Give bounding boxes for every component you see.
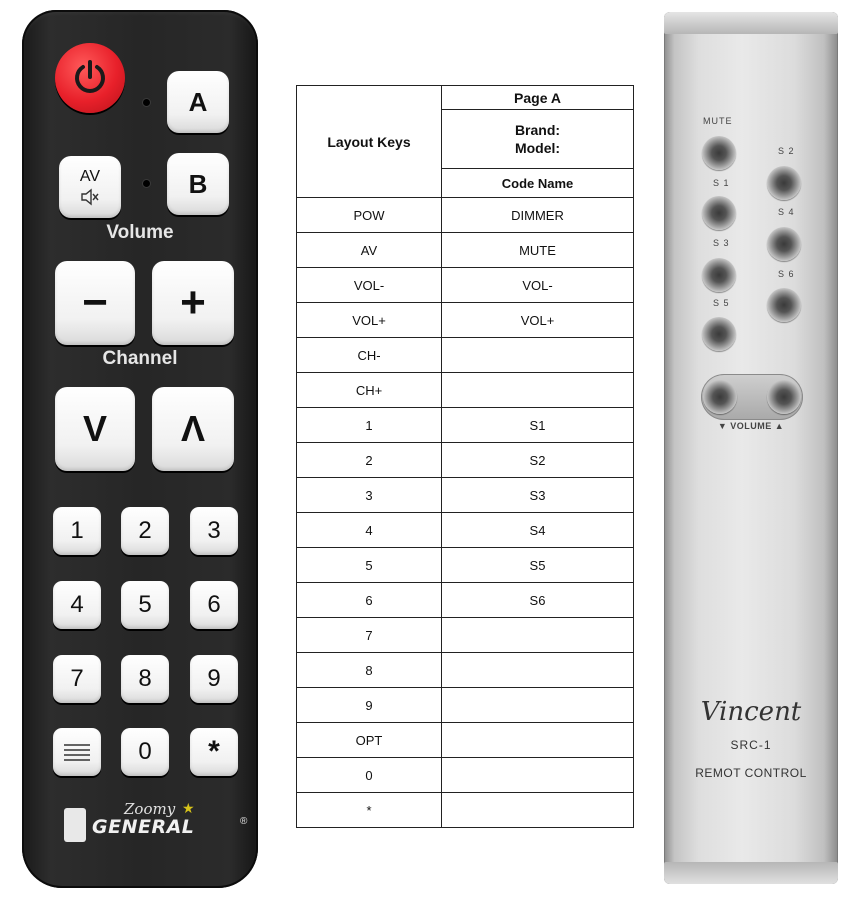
s3-label: S 3 bbox=[713, 238, 730, 248]
table-row bbox=[297, 688, 634, 723]
s5-button[interactable] bbox=[702, 317, 736, 351]
layout-key-cell: OPT bbox=[297, 723, 442, 758]
layout-key-cell: 6 bbox=[297, 583, 442, 618]
layout-key-cell: 9 bbox=[297, 688, 442, 723]
av-label: AV bbox=[79, 167, 101, 185]
layout-key-cell: 3 bbox=[297, 478, 442, 513]
layout-key-cell: VOL+ bbox=[297, 303, 442, 338]
digit-7-button[interactable]: 7 bbox=[53, 655, 101, 703]
power-button[interactable] bbox=[55, 43, 125, 113]
model-label: SRC-1 bbox=[730, 738, 772, 752]
layout-key-cell: AV bbox=[297, 233, 442, 268]
caption-label: REMOT CONTROL bbox=[695, 766, 807, 780]
brand-logo bbox=[62, 800, 248, 850]
mute-icon bbox=[80, 188, 100, 206]
volume-label: ▼ VOLUME ▲ bbox=[717, 421, 785, 431]
code-name-cell: DIMMER bbox=[442, 198, 634, 233]
a-button[interactable]: A bbox=[167, 71, 229, 133]
digit-1-button[interactable]: 1 bbox=[53, 507, 101, 555]
registered-mark: ® bbox=[240, 816, 248, 827]
channel-up-button[interactable]: Λ bbox=[152, 387, 234, 471]
code-name-cell: S6 bbox=[442, 583, 634, 618]
code-name-cell bbox=[442, 758, 634, 793]
digit-2-button[interactable]: 2 bbox=[121, 507, 169, 555]
star-icon: ★ bbox=[182, 800, 195, 816]
table-row bbox=[297, 443, 634, 478]
table-row bbox=[297, 268, 634, 303]
digit-3-button[interactable]: 3 bbox=[190, 507, 238, 555]
av-mute-button[interactable] bbox=[59, 156, 121, 218]
zoomy-general-remote bbox=[22, 10, 258, 888]
brand-script: Zoomy bbox=[124, 800, 176, 818]
s4-label: S 4 bbox=[778, 207, 795, 217]
brand-logo: Vincent bbox=[700, 697, 802, 727]
table-row bbox=[297, 373, 634, 408]
code-name-cell bbox=[442, 688, 634, 723]
s6-button[interactable] bbox=[767, 288, 801, 322]
volume-up-button[interactable] bbox=[767, 380, 801, 414]
digit-8-button[interactable]: 8 bbox=[121, 655, 169, 703]
digit-5-button[interactable]: 5 bbox=[121, 581, 169, 629]
b-button[interactable]: B bbox=[167, 153, 229, 215]
table-row bbox=[297, 583, 634, 618]
code-name-cell bbox=[442, 618, 634, 653]
layout-key-cell: 0 bbox=[297, 758, 442, 793]
table-row bbox=[297, 548, 634, 583]
s2-label: S 2 bbox=[778, 146, 795, 156]
remote-icon bbox=[64, 808, 86, 842]
s1-button[interactable] bbox=[702, 196, 736, 230]
table-row bbox=[297, 233, 634, 268]
menu-button[interactable] bbox=[53, 728, 101, 776]
layout-key-cell: CH+ bbox=[297, 373, 442, 408]
menu-icon bbox=[62, 741, 92, 763]
code-name-cell: S1 bbox=[442, 408, 634, 443]
key-mapping-table bbox=[296, 85, 634, 828]
s2-button[interactable] bbox=[767, 166, 801, 200]
layout-key-cell: 8 bbox=[297, 653, 442, 688]
digit-4-button[interactable]: 4 bbox=[53, 581, 101, 629]
code-name-cell bbox=[442, 653, 634, 688]
indicator-led-2 bbox=[143, 180, 150, 187]
s1-label: S 1 bbox=[713, 178, 730, 188]
page-header: Page A bbox=[442, 86, 634, 110]
table-row bbox=[297, 303, 634, 338]
brand-name: GENERAL bbox=[92, 816, 195, 838]
digit-6-button[interactable]: 6 bbox=[190, 581, 238, 629]
volume-down-button[interactable]: − bbox=[55, 261, 135, 345]
layout-key-cell: 2 bbox=[297, 443, 442, 478]
code-name-cell bbox=[442, 338, 634, 373]
layout-key-cell: 5 bbox=[297, 548, 442, 583]
s3-button[interactable] bbox=[702, 258, 736, 292]
code-name-cell: VOL- bbox=[442, 268, 634, 303]
layout-key-cell: 1 bbox=[297, 408, 442, 443]
mute-button[interactable] bbox=[702, 136, 736, 170]
digit-9-button[interactable]: 9 bbox=[190, 655, 238, 703]
code-name-cell: MUTE bbox=[442, 233, 634, 268]
volume-up-button[interactable]: + bbox=[152, 261, 234, 345]
table-row bbox=[297, 758, 634, 793]
code-name-cell: S2 bbox=[442, 443, 634, 478]
volume-label: Volume bbox=[106, 222, 174, 243]
s5-label: S 5 bbox=[713, 298, 730, 308]
table-row bbox=[297, 408, 634, 443]
code-name-cell: S4 bbox=[442, 513, 634, 548]
code-name-header: Code Name bbox=[442, 169, 634, 198]
indicator-led bbox=[143, 99, 150, 106]
code-name-cell: S3 bbox=[442, 478, 634, 513]
power-icon bbox=[70, 58, 110, 98]
brand-model-header: Brand: Model: bbox=[442, 110, 634, 169]
layout-key-cell: * bbox=[297, 793, 442, 828]
layout-key-cell: 7 bbox=[297, 618, 442, 653]
bottom-cap bbox=[664, 862, 838, 884]
table-row bbox=[297, 723, 634, 758]
table-row bbox=[297, 653, 634, 688]
layout-keys-header: Layout Keys bbox=[297, 86, 442, 198]
mute-label: MUTE bbox=[703, 116, 733, 126]
layout-key-cell: VOL- bbox=[297, 268, 442, 303]
digit-0-button[interactable]: 0 bbox=[121, 728, 169, 776]
layout-key-cell: 4 bbox=[297, 513, 442, 548]
table-row bbox=[297, 793, 634, 828]
channel-down-button[interactable]: V bbox=[55, 387, 135, 471]
table-row bbox=[297, 198, 634, 233]
star-button[interactable]: * bbox=[190, 728, 238, 776]
code-name-cell bbox=[442, 793, 634, 828]
channel-label: Channel bbox=[102, 348, 178, 369]
layout-key-cell: CH- bbox=[297, 338, 442, 373]
volume-down-button[interactable] bbox=[703, 380, 737, 414]
table-row bbox=[297, 478, 634, 513]
s4-button[interactable] bbox=[767, 227, 801, 261]
code-name-cell bbox=[442, 723, 634, 758]
top-cap bbox=[664, 12, 838, 34]
s6-label: S 6 bbox=[778, 269, 795, 279]
code-name-cell: VOL+ bbox=[442, 303, 634, 338]
table-row bbox=[297, 618, 634, 653]
code-name-cell bbox=[442, 373, 634, 408]
vincent-src1-remote bbox=[664, 12, 838, 884]
table-row bbox=[297, 338, 634, 373]
layout-key-cell: POW bbox=[297, 198, 442, 233]
table-row bbox=[297, 513, 634, 548]
code-name-cell: S5 bbox=[442, 548, 634, 583]
